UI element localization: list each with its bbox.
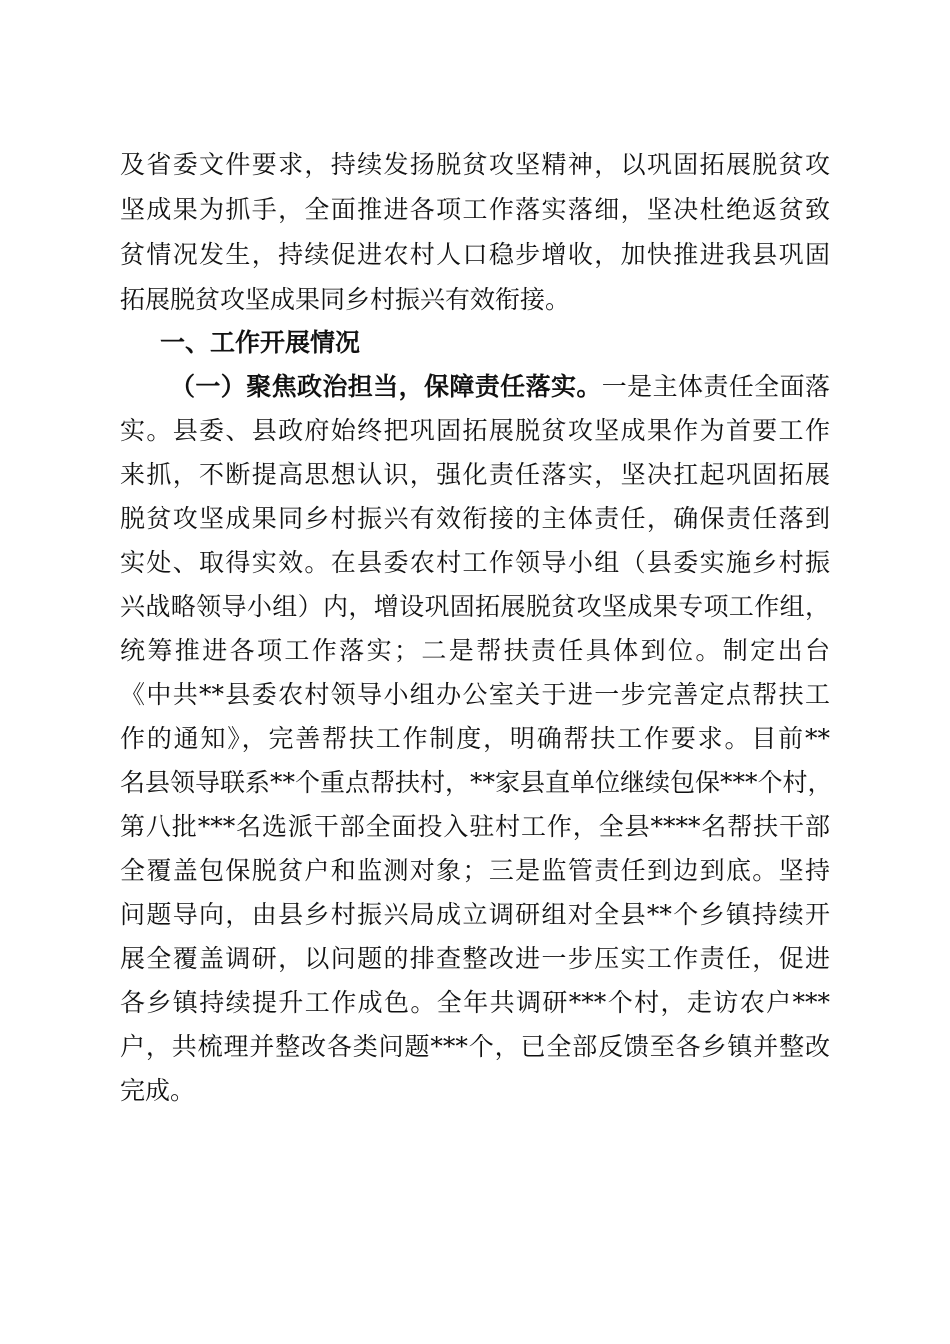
- para-line-14: 各乡镇持续提升工作成色。全年共调研***个村，走访农户***: [120, 988, 830, 1017]
- para-line-1: 实。县委、县政府始终把巩固拓展脱贫攻坚成果作为首要工作: [120, 416, 830, 445]
- intro-line-4: 拓展脱贫攻坚成果同乡村振兴有效衔接。: [120, 285, 571, 314]
- para-line-7: 《中共**县委农村领导小组办公室关于进一步完善定点帮扶工: [120, 680, 830, 709]
- para-line-3: 脱贫攻坚成果同乡村振兴有效衔接的主体责任，确保责任落到: [120, 504, 830, 533]
- para-line-15: 户，共梳理并整改各类问题***个，已全部反馈至各乡镇并整改: [120, 1032, 830, 1061]
- para-line-11: 全覆盖包保脱贫户和监测对象；三是监管责任到边到底。坚持: [120, 856, 830, 885]
- section-heading: 一、工作开展情况: [160, 328, 361, 357]
- intro-line-3: 贫情况发生，持续促进农村人口稳步增收，加快推进我县巩固: [120, 240, 830, 269]
- para-line-10: 第八批***名选派干部全面投入驻村工作，全县****名帮扶干部: [120, 812, 830, 841]
- para-line-9: 名县领导联系**个重点帮扶村，**家县直单位继续包保***个村，: [120, 768, 833, 797]
- para-line-4: 实处、取得实效。在县委农村工作领导小组（县委实施乡村振: [120, 548, 830, 577]
- para-line-2: 来抓，不断提高思想认识，强化责任落实，坚决扛起巩固拓展: [120, 460, 830, 489]
- subsection-heading: （一）聚焦政治担当，保障责任落实。: [170, 372, 602, 401]
- subsection-first-line-rest: 一是主体责任全面落: [601, 372, 830, 401]
- intro-line-2: 坚成果为抓手，全面推进各项工作落实落细，坚决杜绝返贫致: [120, 195, 830, 224]
- para-line-6: 统筹推进各项工作落实；二是帮扶责任具体到位。制定出台: [120, 636, 830, 665]
- intro-line-1: 及省委文件要求，持续发扬脱贫攻坚精神，以巩固拓展脱贫攻: [120, 150, 830, 179]
- subsection-first-line: [170, 372, 830, 402]
- para-line-5: 兴战略领导小组）内，增设巩固拓展脱贫攻坚成果专项工作组，: [120, 592, 830, 621]
- para-line-13: 展全覆盖调研，以问题的排查整改进一步压实工作责任，促进: [120, 944, 830, 973]
- para-line-8: 作的通知》，完善帮扶工作制度，明确帮扶工作要求。目前**: [120, 724, 830, 753]
- para-line-16: 完成。: [120, 1076, 196, 1105]
- para-line-12: 问题导向，由县乡村振兴局成立调研组对全县**个乡镇持续开: [120, 900, 830, 929]
